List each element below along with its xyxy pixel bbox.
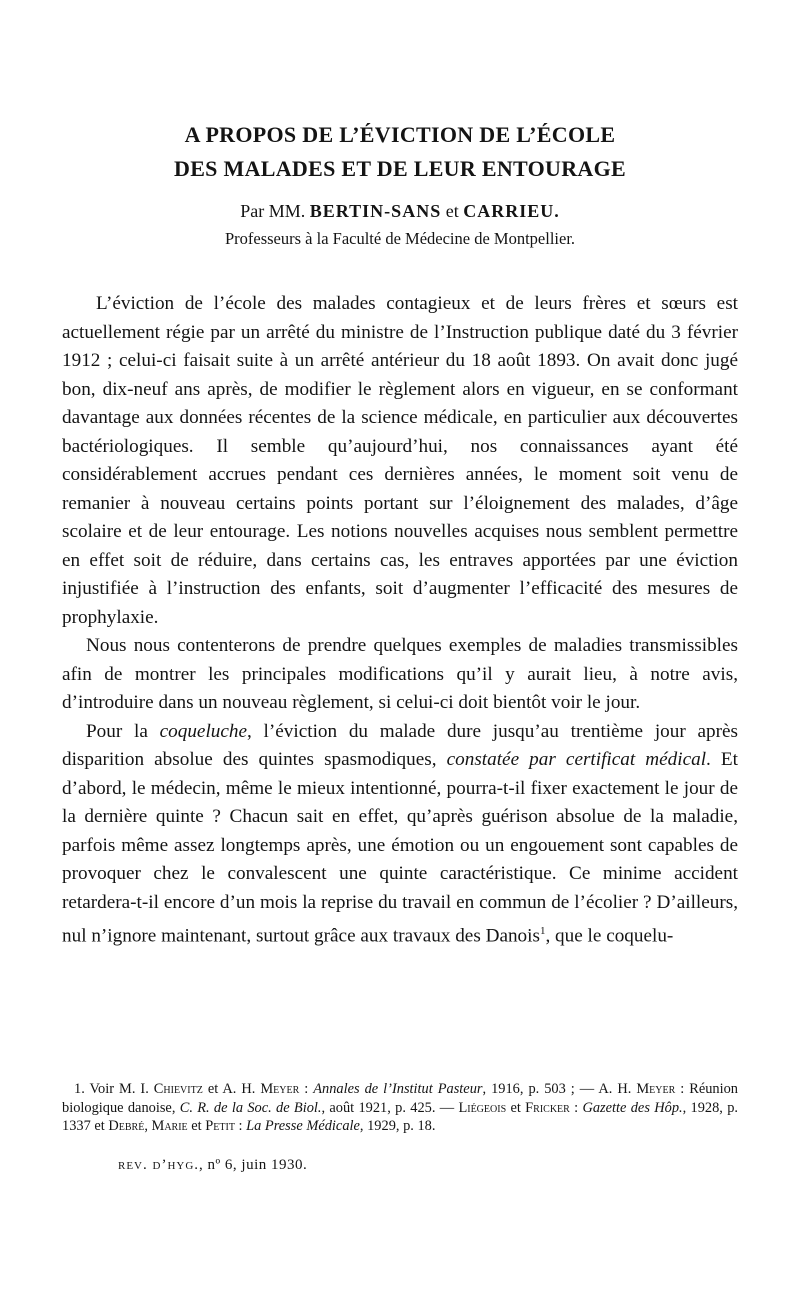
p3-text-f: , que le coquelu- <box>545 925 674 947</box>
fn-text: , août 1921, p. 425. — <box>321 1099 459 1116</box>
fn-text: : Réunion biologique danoise, <box>62 1081 738 1116</box>
fn-author-marie: Marie <box>151 1118 188 1135</box>
p3-term-coqueluche: coqueluche <box>159 720 247 742</box>
fn-text: , <box>144 1118 152 1135</box>
fn-text: Voir M. I. <box>84 1081 154 1097</box>
p3-text-e: . Et d’abord, le médecin, même le mieux intentionné, pourra-t-il fixer exactement le jour de la dernière quinte ? Chacun sait en effet, qu’après guérison absolue de la maladie, parfois même assez longtemps après, une émotion ou un engouement sont capables de provoquer chez le convalescent une quinte caractéristique. Ce minime accident retardera-t-il encore d’un mois la reprise du travail en commun de l’écolier ? D’ailleurs, nul n’ignore maintenant, surtout grâce aux travaux des Danois <box>62 749 738 947</box>
footnote-1 <box>62 1080 738 1136</box>
fn-source-cr: C. R. de la Soc. de Biol. <box>179 1099 322 1116</box>
fn-text: : <box>569 1099 583 1116</box>
fn-author-fricker: Fricker <box>525 1099 570 1116</box>
fn-source-presse: La Presse Médicale <box>246 1118 360 1135</box>
p3-text-c: , l’éviction du malade dure jusqu’au trentième jour après disparition absolue des quintes spasmodiques, <box>62 720 738 770</box>
fn-text: : <box>234 1118 247 1135</box>
journal-name: rev. d’hyg. <box>118 1157 200 1173</box>
fn-source-gazette: Gazette des Hôp. <box>582 1099 683 1116</box>
byline-conjunction: et <box>445 201 459 221</box>
journal-reference <box>118 1157 307 1174</box>
fn-author-petit: Petit <box>205 1118 235 1135</box>
footnotes <box>62 1080 738 1136</box>
fn-author-chievitz: Chievitz <box>153 1081 203 1097</box>
author-1: BERTIN-SANS <box>309 201 442 221</box>
fn-text: et A. H. <box>202 1081 261 1097</box>
fn-text: , 1929, p. 18. <box>359 1118 436 1135</box>
fn-source-annales: Annales de l’Institut Pasteur <box>313 1081 483 1097</box>
journal-issue: , nº 6, juin 1930. <box>199 1157 308 1173</box>
fn-text: , 1928, p. 1337 et <box>62 1099 738 1135</box>
article-title-line-1: A PROPOS DE L’ÉVICTION DE L’ÉCOLE <box>184 122 616 147</box>
footnote-number: 1. <box>74 1081 85 1097</box>
paragraph-3 <box>62 718 738 951</box>
p3-text-a: Pour la <box>86 720 160 742</box>
fn-text: : <box>299 1081 314 1097</box>
fn-author-debre: Debré <box>108 1118 145 1135</box>
fn-text: et <box>187 1118 206 1135</box>
fn-author-meyer: Meyer <box>260 1081 300 1097</box>
footnote-ref-1: 1 <box>539 925 546 937</box>
article-body <box>62 290 738 951</box>
paragraph-2: Nous nous contenterons de prendre quelques exemples de maladies transmissibles afin de montrer les principales modifications qu’il y aurait lieu, à notre avis, d’introduire dans un nouveau règlement, si celui-ci doit bientôt voir le jour. <box>62 635 738 713</box>
fn-text: , 1916, p. 503 ; — A. H. <box>482 1081 637 1097</box>
fn-author-liegeois: Liégeois <box>458 1099 507 1116</box>
fn-author-meyer-2: Meyer <box>636 1081 676 1097</box>
author-2: CARRIEU. <box>463 201 560 221</box>
byline <box>0 201 800 222</box>
affiliation: Professeurs à la Faculté de Médecine de Montpellier. <box>224 229 576 248</box>
p3-emphasis-certificat: constatée par certificat médical <box>446 749 707 770</box>
paragraph-1: L’éviction de l’école des malades contagieux et de leurs frères et sœurs est actuellement régie par un arrêté du ministre de l’Instruction publique daté du 3 février 1912 ; celui-ci faisait suite à un arrêté antérieur du 18 août 1893. On avait donc jugé bon, dix-neuf ans après, de modifier le règlement alors en vigueur, en se conformant davantage aux données récentes de la science médicale, en particulier aux découvertes bactériologiques. Il semble qu’aujourd’hui, nos connaissances ayant été considérablement accrues pendant ces dernières années, le moment soit venu de remanier à nouveau certains points portant sur l’éloignement des malades, d’âge scolaire et de leur entourage. Les notions nouvelles acquises nous semblent permettre en effet soit de réduire, dans certains cas, les entraves apportées par une éviction injustifiée à l’instruction des enfants, soit d’augmenter l’efficacité des mesures de prophylaxie. <box>62 293 738 628</box>
fn-text: et <box>506 1099 526 1116</box>
byline-prefix: Par MM. <box>240 201 306 221</box>
article-title-line-2: DES MALADES ET DE LEUR ENTOURAGE <box>174 156 626 181</box>
